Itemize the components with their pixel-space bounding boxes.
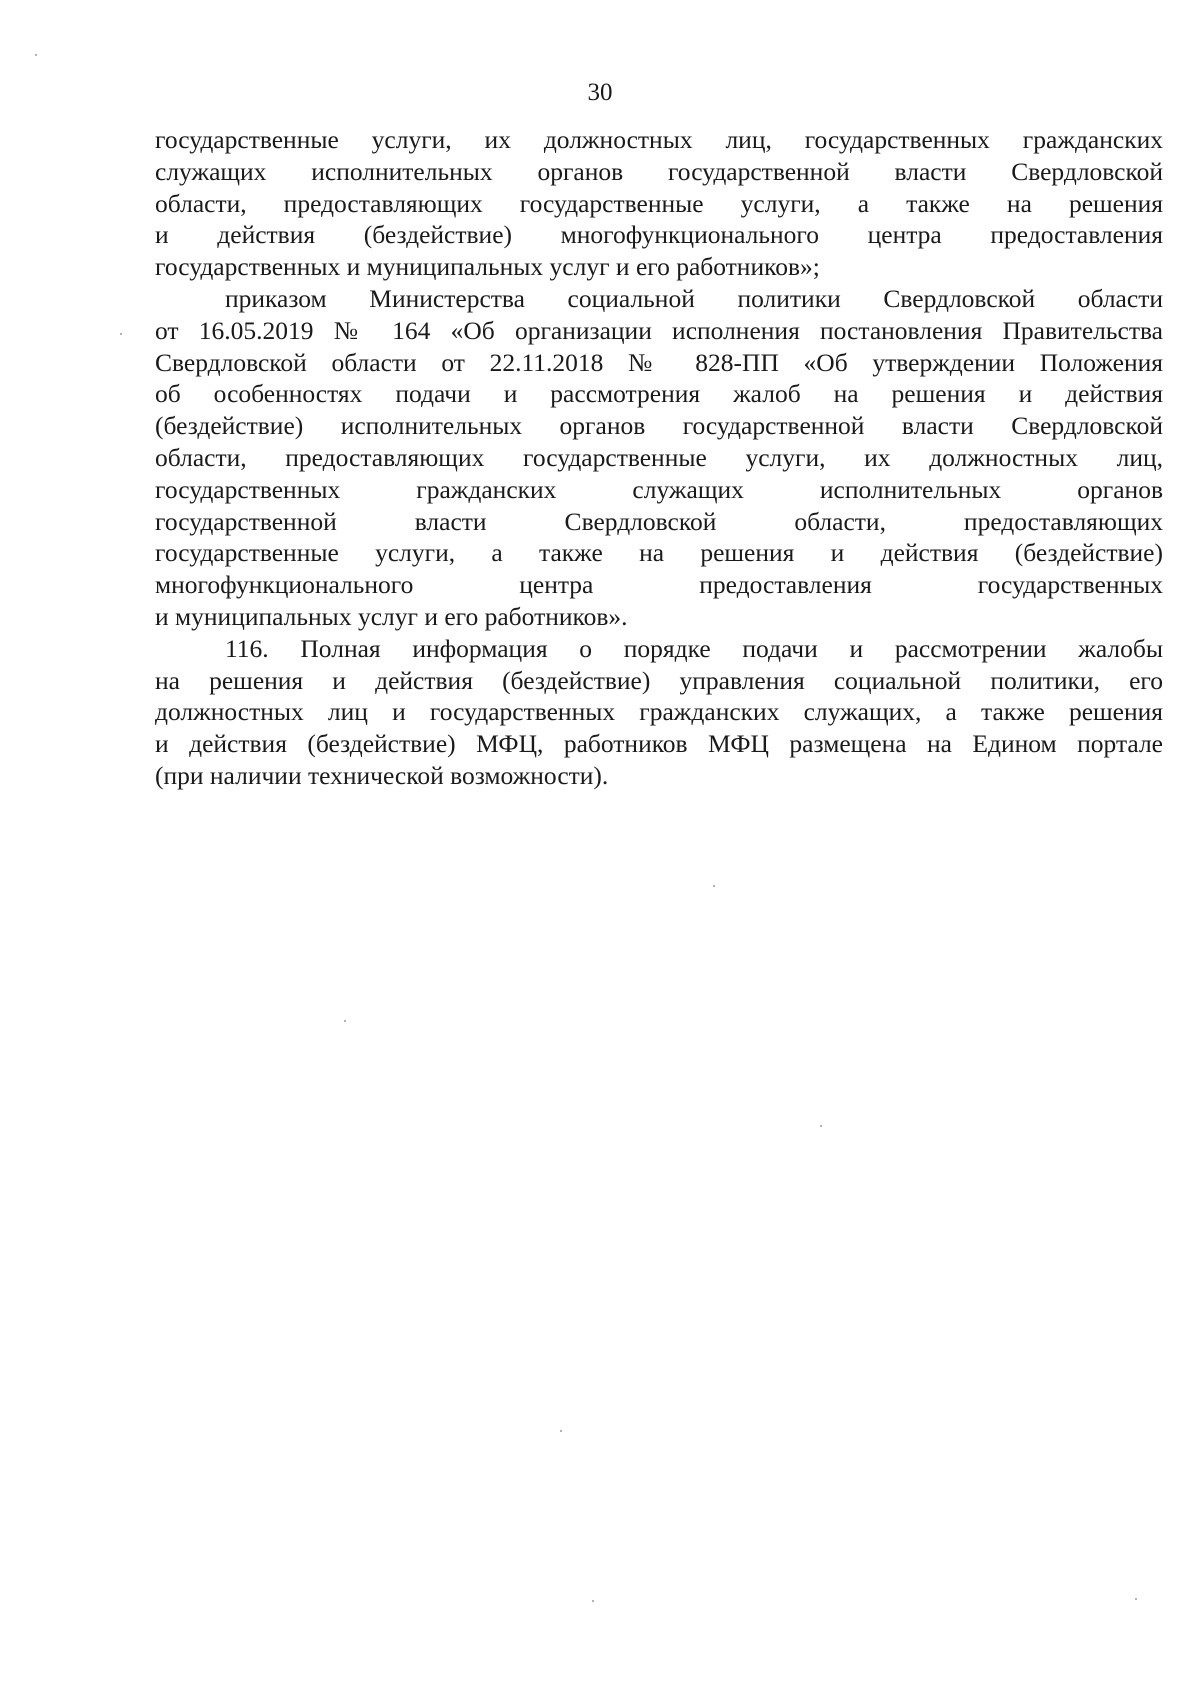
text-line: государственные услуги, а также на решения и действия (бездействие) xyxy=(155,538,1163,568)
text-line: Свердловской области от 22.11.2018 № 828-ПП «Об утверждении Положения xyxy=(155,347,1163,377)
scan-speck xyxy=(120,333,122,335)
text-line: 116. Полная информация о порядке подачи и рассмотрении жалобы xyxy=(225,633,1163,663)
scan-speck xyxy=(592,1600,594,1602)
text-line: служащих исполнительных органов государственной власти Свердловской xyxy=(155,156,1163,186)
text-line: на решения и действия (бездействие) управления социальной политики, его xyxy=(155,665,1163,695)
text-line: области, предоставляющих государственные услуги, а также на решения xyxy=(155,188,1163,218)
scan-speck xyxy=(560,1430,562,1432)
text-line: и муниципальных услуг и его работников». xyxy=(155,601,628,631)
scan-speck xyxy=(1135,1598,1137,1600)
document-body xyxy=(155,124,1163,792)
scan-speck xyxy=(713,885,715,887)
text-line: государственных и муниципальных услуг и его работников»; xyxy=(155,252,820,282)
text-line: (бездействие) исполнительных органов государственной власти Свердловской xyxy=(155,411,1163,441)
page-number: 30 xyxy=(587,79,613,106)
scan-speck xyxy=(344,1020,346,1022)
text-line: государственных гражданских служащих исполнительных органов xyxy=(155,474,1163,504)
text-line: государственные услуги, их должностных лиц, государственных гражданских xyxy=(155,125,1163,154)
text-line: многофункционального центра предоставления государственных xyxy=(155,570,1163,600)
paragraph-item-116 xyxy=(155,633,1163,792)
text-line: и действия (бездействие) МФЦ, работников МФЦ размещена на Едином портале xyxy=(155,729,1163,759)
text-line: и действия (бездействие) многофункционального центра предоставления xyxy=(155,220,1163,250)
text-line: области, предоставляющих государственные услуги, их должностных лиц, xyxy=(155,442,1163,472)
text-line: об особенностях подачи и рассмотрения жалоб на решения и действия xyxy=(155,379,1163,409)
text-line: от 16.05.2019 № 164 «Об организации исполнения постановления Правительства xyxy=(155,315,1163,345)
text-line: (при наличии технической возможности). xyxy=(155,760,609,790)
paragraph-order-reference xyxy=(155,283,1163,633)
text-line: приказом Министерства социальной политики Свердловской области xyxy=(225,283,1163,313)
paragraph-continuation xyxy=(155,124,1163,283)
text-line: должностных лиц и государственных гражданских служащих, а также решения xyxy=(155,697,1163,727)
scan-speck xyxy=(35,54,37,56)
scan-speck xyxy=(820,1125,822,1127)
text-line: государственной власти Свердловской области, предоставляющих xyxy=(155,506,1163,536)
